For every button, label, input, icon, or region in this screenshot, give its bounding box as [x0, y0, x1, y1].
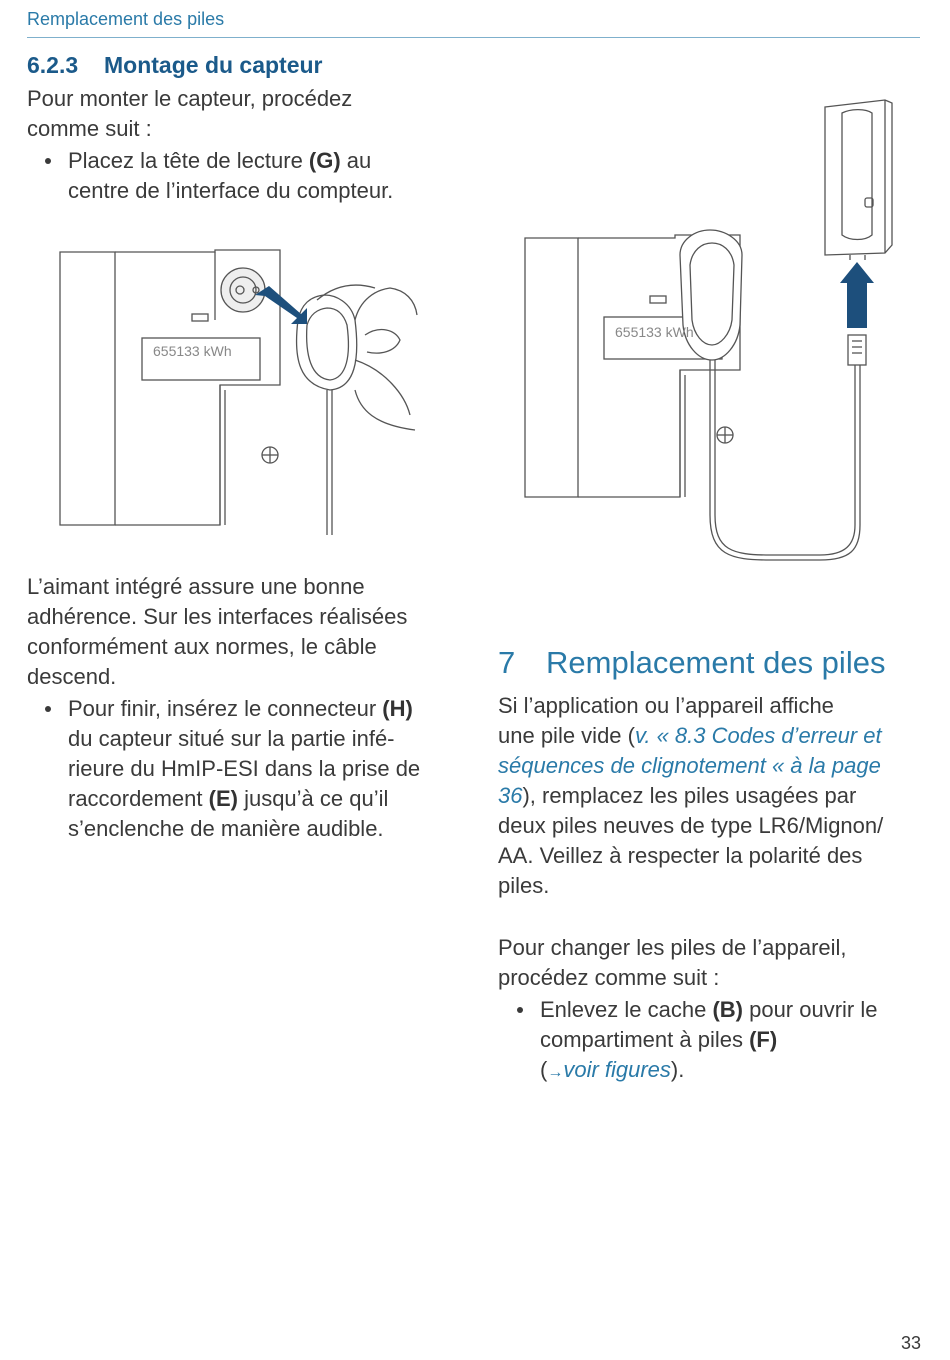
bullet-dot	[45, 158, 51, 164]
battery-paragraph: Si l’application ou l’appareil affiche une pile vide (v. « 8.3 Codes d’erreur et séquences de clignotement « à la page 36), remplacez les piles usagées par deux piles neuves de type LR6/Mignon/ AA. Veillez à respecter la polarité des piles.	[498, 693, 884, 898]
chapter-heading	[498, 645, 885, 681]
error-codes-link[interactable]: v. « 8.3 Codes d’erreur et	[634, 723, 882, 748]
error-codes-link[interactable]: séquences de clignotement « à la page	[498, 753, 881, 778]
ref-f: (F)	[749, 1027, 778, 1052]
meter-reading-left: 655133 kWh	[153, 343, 232, 359]
intro-line: comme suit :	[27, 116, 152, 141]
bullet-dot	[517, 1007, 523, 1013]
bullet-dot	[45, 706, 51, 712]
ref-e: (E)	[208, 786, 238, 811]
section-title: Montage du capteur	[104, 52, 323, 78]
figure-meter-mounting	[55, 240, 425, 540]
meter-reading-right: 655133 kWh	[615, 324, 694, 340]
battery-change-intro: Pour changer les piles de l’appareil, procédez comme suit :	[498, 935, 847, 990]
running-header: Remplacement des piles	[27, 9, 225, 29]
bullet-remove-cover: Enlevez le cache (B) pour ouvrir le compartiment à piles (F) (→voir figures).	[540, 995, 878, 1088]
section-heading	[27, 52, 323, 79]
page-number: 33	[900, 1333, 921, 1353]
intro-line: Pour monter le capteur, procédez	[27, 86, 353, 111]
section-intro	[27, 84, 352, 144]
ref-h: (H)	[382, 696, 413, 721]
arrow-icon: →	[547, 1064, 564, 1081]
ref-b: (B)	[712, 997, 743, 1022]
figures-link[interactable]: voir figures	[563, 1057, 671, 1082]
page-link[interactable]: 36	[498, 783, 523, 808]
section-number: 6.2.3	[27, 52, 79, 78]
bullet-place-head: Placez la tête de lecture (G) au centre de l’interface du compteur.	[68, 146, 393, 206]
bullet-insert-connector: Pour finir, insérez le connecteur (H) du capteur situé sur la partie infé- rieure du HmIP-ESI dans la prise de raccordement (E) jusqu’à ce qu’il s’enclenche de manière audible.	[68, 694, 420, 844]
figure-sensor-connection	[520, 95, 905, 570]
chapter-title: Remplacement des piles	[546, 645, 886, 680]
header-divider	[27, 37, 920, 38]
magnet-paragraph: L’aimant intégré assure une bonne adhérence. Sur les interfaces réalisées conformément aux normes, le câble descend.	[27, 574, 408, 689]
chapter-number: 7	[498, 645, 516, 680]
ref-g: (G)	[308, 148, 341, 173]
